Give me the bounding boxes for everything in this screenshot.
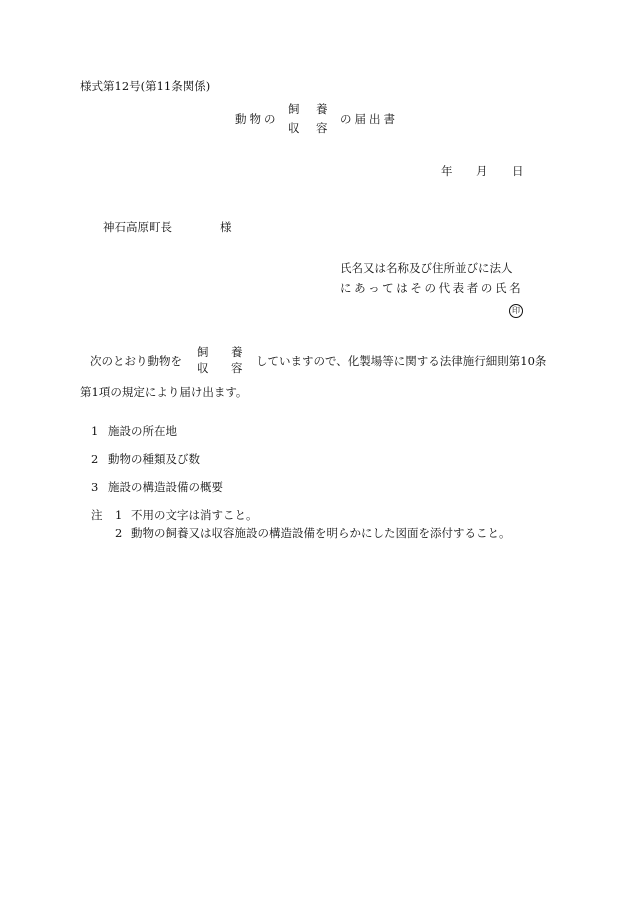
applicant-line-2: にあってはその代表者の氏名 [340,281,524,295]
title-option-bottom-1: 収 [288,121,300,135]
title-option-bottom-2: 容 [316,121,328,135]
applicant-line-1: 氏名又は名称及び住所並びに法人 [340,261,513,275]
body-suffix: していますので、化製場等に関する法律施行細則第10条 [256,354,547,368]
item-1-number: 1 [91,424,99,438]
item-3-number: 3 [91,480,99,494]
title-suffix: の届出書 [340,112,398,126]
title-option-top-2: 養 [316,102,328,116]
title-prefix: 動物の [235,112,279,126]
date-day: 日 [512,164,524,178]
addressee-honorific: 様 [220,220,232,234]
body-prefix: 次のとおり動物を [90,354,182,368]
item-2-number: 2 [91,452,99,466]
addressee-name: 神石高原町長 [103,220,172,234]
notes-label: 注 [91,508,103,522]
title-option-top-1: 飼 [288,102,300,116]
note-2-number: 2 [115,526,123,540]
form-number: 様式第12号(第11条関係) [80,79,211,93]
note-2-text: 動物の飼養又は収容施設の構造設備を明らかにした図面を添付すること。 [131,526,511,540]
body-line-2: 第1項の規定により届け出ます。 [80,385,248,399]
date-year: 年 [441,164,453,178]
body-option-bottom-1: 収 [197,361,209,375]
note-1-text: 不用の文字は消すこと。 [131,508,258,522]
item-3-text: 施設の構造設備の概要 [108,480,223,494]
body-option-top-2: 養 [231,345,243,359]
note-1-number: 1 [115,508,123,522]
seal-mark: 印 [509,304,523,318]
body-option-top-1: 飼 [197,345,209,359]
item-1-text: 施設の所在地 [108,424,177,438]
date-month: 月 [476,164,488,178]
item-2-text: 動物の種類及び数 [108,452,200,466]
body-option-bottom-2: 容 [231,361,243,375]
